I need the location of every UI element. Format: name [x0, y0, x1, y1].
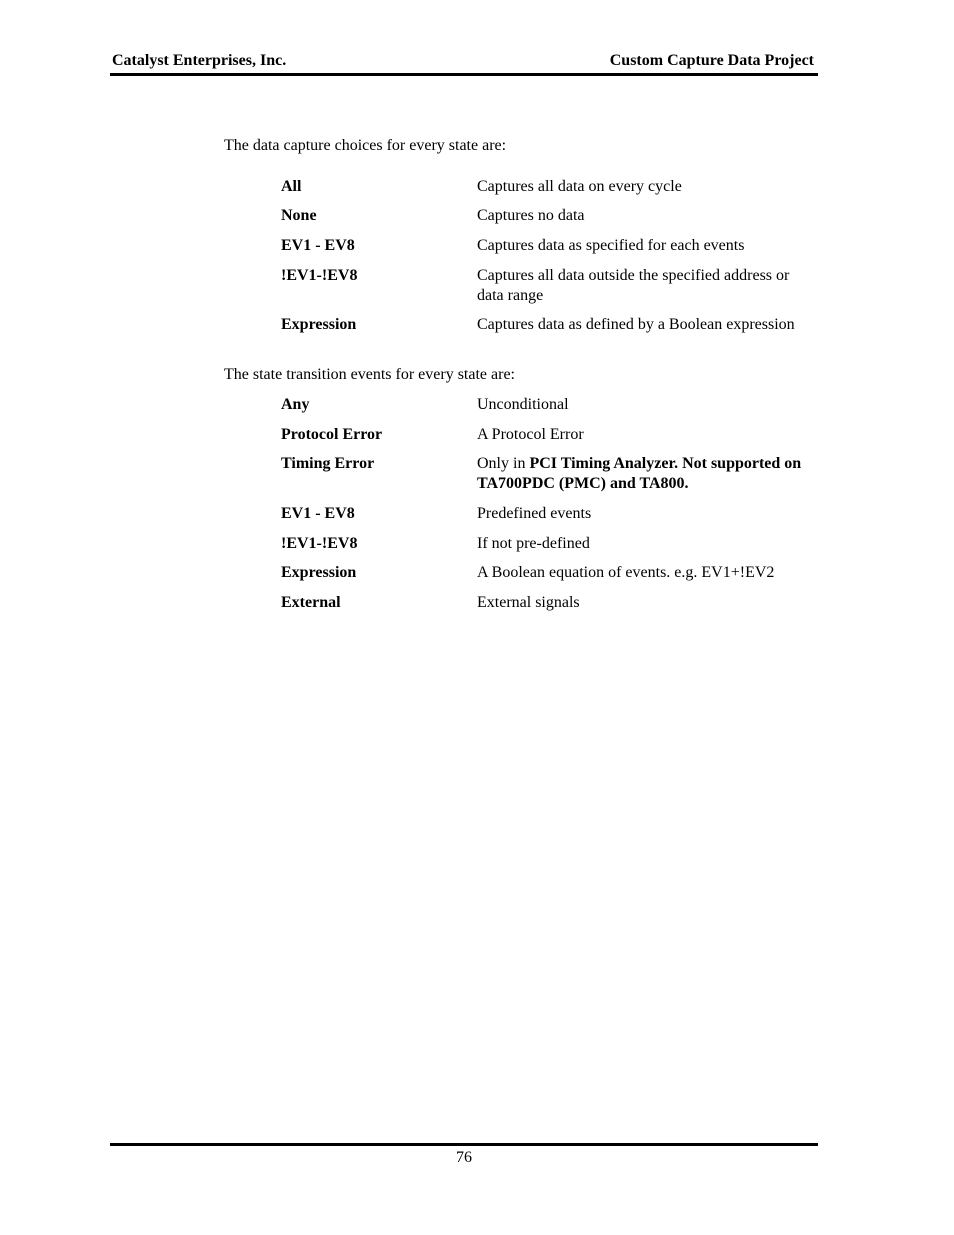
transition-intro: The state transition events for every state are: — [224, 366, 515, 383]
transition-term: Any — [281, 396, 310, 413]
transition-event-ev1-ev8 — [281, 504, 821, 524]
capture-choice-expression — [281, 315, 821, 335]
capture-choice-not-ev1-ev8 — [281, 266, 821, 306]
transition-desc: A Protocol Error — [477, 426, 584, 443]
capture-choice-ev1-ev8 — [281, 236, 821, 256]
page-number: 76 — [456, 1149, 472, 1166]
capture-desc: Captures all data on every cycle — [477, 178, 682, 195]
transition-term: EV1 - EV8 — [281, 505, 355, 522]
transition-desc — [477, 454, 817, 494]
transition-event-expression — [281, 563, 821, 583]
header-project-title: Custom Capture Data Project — [609, 52, 814, 69]
capture-intro: The data capture choices for every state are: — [224, 137, 507, 154]
transition-desc: External signals — [477, 594, 580, 611]
capture-term: Expression — [281, 316, 357, 333]
page-header — [111, 52, 817, 72]
transition-event-timing-error — [281, 454, 821, 494]
capture-choices-list — [281, 177, 821, 335]
capture-desc: Captures no data — [477, 207, 585, 224]
transition-term: Expression — [281, 564, 357, 581]
footer-rule — [110, 1143, 818, 1146]
capture-desc: Captures data as specified for each events — [477, 237, 745, 254]
transition-term: Protocol Error — [281, 426, 383, 443]
capture-term: All — [281, 178, 302, 195]
capture-desc: Captures data as defined by a Boolean expression — [477, 316, 795, 333]
timing-error-desc-prefix: Only in — [477, 455, 530, 472]
header-rule — [110, 73, 818, 76]
transition-desc: If not pre-defined — [477, 535, 590, 552]
transition-desc: Unconditional — [477, 396, 569, 413]
capture-choice-all — [281, 177, 821, 197]
capture-term: !EV1-!EV8 — [281, 267, 358, 284]
capture-choice-none — [281, 206, 821, 226]
transition-term: !EV1-!EV8 — [281, 535, 358, 552]
capture-term: EV1 - EV8 — [281, 237, 355, 254]
capture-desc: Captures all data outside the specified address or data range — [477, 267, 790, 304]
timing-error-desc-bold: PCI Timing Analyzer. Not supported on TA700PDC (PMC) and TA800. — [477, 455, 802, 492]
transition-event-external — [281, 593, 821, 613]
header-company: Catalyst Enterprises, Inc. — [112, 52, 287, 69]
transition-desc: Predefined events — [477, 505, 592, 522]
transition-events-list — [281, 395, 821, 613]
transition-event-not-ev1-ev8 — [281, 534, 821, 554]
transition-event-any — [281, 395, 821, 415]
capture-term: None — [281, 207, 317, 224]
transition-term: External — [281, 594, 341, 611]
transition-desc: A Boolean equation of events. e.g. EV1+!EV2 — [477, 564, 775, 581]
transition-event-protocol-error — [281, 425, 821, 445]
transition-term: Timing Error — [281, 455, 375, 472]
